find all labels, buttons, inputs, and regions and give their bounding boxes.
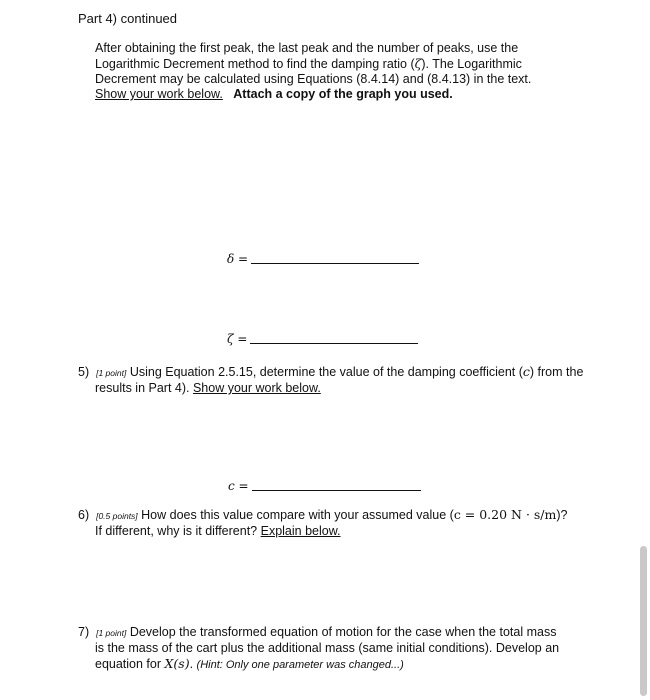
c-label: c = bbox=[228, 479, 249, 493]
q5-points: [1 point] bbox=[96, 368, 127, 378]
q6-line-2: If different, why is it different? Explain below. bbox=[95, 524, 341, 538]
q7-number: 7) bbox=[78, 625, 90, 639]
vertical-scrollbar[interactable] bbox=[640, 546, 647, 696]
c-answer bbox=[228, 479, 421, 493]
delta-label: δ = bbox=[227, 252, 249, 266]
zeta-answer bbox=[227, 332, 418, 346]
delta-answer-line[interactable] bbox=[251, 263, 419, 264]
zeta-symbol: ζ bbox=[414, 56, 422, 71]
show-work-note: Show your work below. bbox=[95, 87, 223, 101]
question-7 bbox=[78, 625, 608, 673]
q5-number: 5) bbox=[78, 365, 90, 379]
q5-show-work: Show your work below. bbox=[192, 381, 321, 395]
question-5 bbox=[78, 364, 608, 396]
q7-line-2: is the mass of the cart plus the additional mass (same initial conditions). Develop an bbox=[95, 641, 560, 655]
q7-points: [1 point] bbox=[96, 628, 127, 638]
q6-line-1: 6) [0.5 points] How does this value compare with your assumed value (c = 0.20 N · s/m)? bbox=[78, 507, 568, 522]
question-6 bbox=[78, 507, 608, 539]
q7-line-3: equation for X(s). (Hint: Only one parameter was changed...) bbox=[95, 656, 404, 671]
part4-line-1: After obtaining the first peak, the last peak and the number of peaks, use the bbox=[95, 41, 519, 55]
part4-line-2: Logarithmic Decrement method to find the damping ratio (ζ). The Logarithmic bbox=[95, 56, 522, 71]
q7-hint: (Hint: Only one parameter was changed...) bbox=[196, 659, 404, 671]
attach-graph-note: Attach a copy of the graph you used. bbox=[233, 87, 453, 101]
part4-instructions bbox=[95, 41, 565, 102]
q6-points: [0.5 points] bbox=[96, 511, 138, 521]
zeta-answer-line[interactable] bbox=[250, 343, 418, 344]
x-of-s: X(s) bbox=[164, 656, 190, 671]
page-heading: Part 4) continued bbox=[78, 11, 178, 26]
q7-line-1: 7) [1 point] Develop the transformed equation of motion for the case when the total mass bbox=[78, 625, 557, 639]
delta-answer bbox=[227, 252, 419, 266]
q6-number: 6) bbox=[78, 508, 90, 522]
c-answer-line[interactable] bbox=[252, 490, 421, 491]
assumed-value: c = 0.20 N · s/m bbox=[453, 507, 557, 522]
q5-line-2: results in Part 4). Show your work below. bbox=[95, 381, 321, 395]
part4-line-3: Decrement may be calculated using Equations (8.4.14) and (8.4.13) in the text. bbox=[95, 72, 532, 86]
q6-explain: Explain below. bbox=[260, 524, 341, 538]
part4-line-4 bbox=[95, 87, 565, 102]
q5-line-1: 5) [1 point] Using Equation 2.5.15, determine the value of the damping coefficient (c) from the bbox=[78, 364, 584, 379]
zeta-label: ζ = bbox=[227, 332, 248, 346]
